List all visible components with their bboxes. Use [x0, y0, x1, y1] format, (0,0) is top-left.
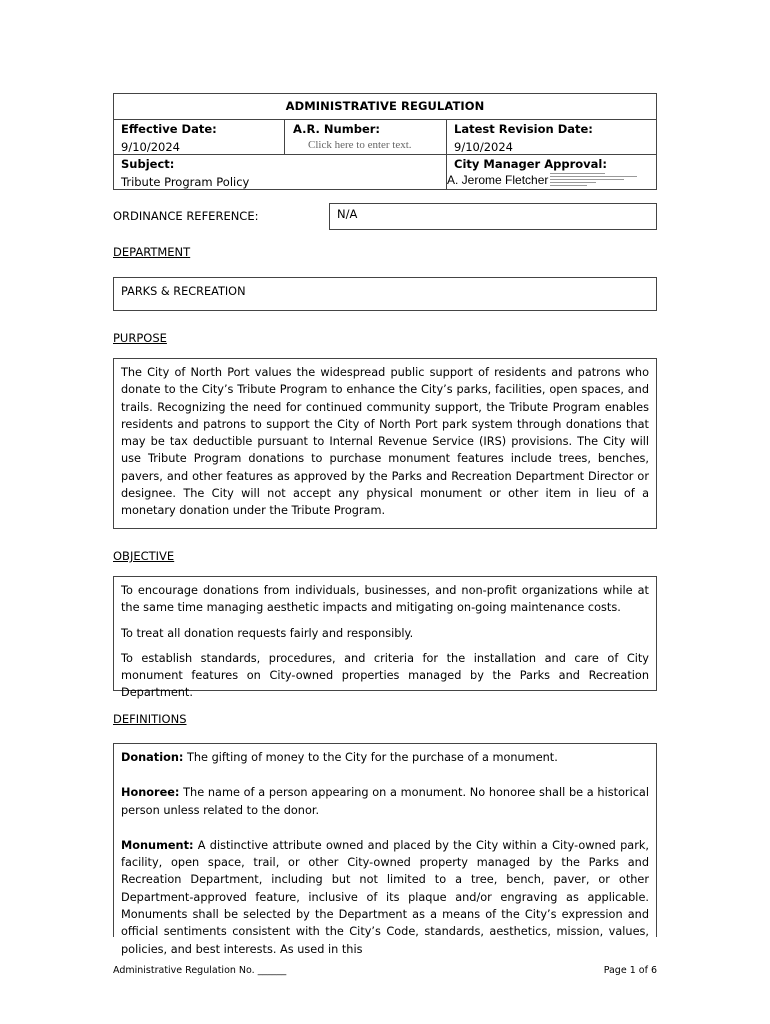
latest-revision-label: Latest Revision Date: [454, 122, 593, 136]
effective-date-label: Effective Date: [121, 122, 217, 136]
definition-term: Donation: [121, 751, 184, 764]
effective-date-value: 9/10/2024 [121, 140, 180, 154]
purpose-heading: PURPOSE [113, 331, 167, 345]
definition-term: Monument: [121, 838, 194, 852]
definition-item [121, 837, 649, 958]
department-box [113, 277, 657, 311]
department-heading: DEPARTMENT [113, 245, 191, 259]
definition-item [121, 784, 649, 819]
ordinance-reference-value: N/A [337, 207, 358, 221]
divider [114, 154, 656, 155]
approval-label: City Manager Approval: [454, 157, 607, 171]
objective-heading: OBJECTIVE [113, 549, 175, 563]
definition-text: The gifting of money to the City for the purchase of a monument. [187, 751, 558, 764]
approval-signature: A. Jerome Fletcher [447, 173, 549, 187]
definition-text: The name of a person appearing on a monument. No honoree shall be a historical person unless related to the donor. [121, 786, 649, 817]
ar-number-label: A.R. Number: [293, 122, 381, 136]
footer-regulation-number: Administrative Regulation No. ______ [113, 965, 287, 976]
definitions-box [113, 743, 657, 956]
ar-number-field[interactable]: Click here to enter text. [308, 139, 412, 151]
subject-value: Tribute Program Policy [121, 175, 250, 189]
subject-label: Subject: [121, 157, 175, 171]
definition-text: A distinctive attribute owned and placed by the City within a City-owned park, facility, open space, trail, or other City-owned property managed by the Parks and Recreation Department, including but not limited to a tree, bench, paver, or other Department-approved feature, inclusive of its plaque and/or engraving as applicable. Monuments shall be selected by the Department as a means of the City’s expression and official sentiments consistent with the City’s Code, standards, aesthetics, mission, values, policies, and best interests. As used in this [121, 838, 649, 956]
divider [114, 119, 656, 120]
digital-signature-stamp [550, 173, 642, 189]
definition-item [121, 749, 649, 766]
ordinance-reference-box [329, 203, 657, 230]
objective-item: To encourage donations from individuals, businesses, and non-profit organizations while at the same time managing aesthetic impacts and mitigating on-going maintenance costs. [121, 584, 649, 615]
department-value: PARKS & RECREATION [121, 285, 246, 298]
definition-term: Honoree: [121, 786, 180, 800]
divider [284, 119, 285, 154]
latest-revision-value: 9/10/2024 [454, 140, 513, 154]
regulation-header-table [113, 93, 657, 190]
purpose-text: The City of North Port values the widespread public support of residents and patrons who donate to the City’s Tribute Program to enhance the City’s parks, facilities, open spaces, and trails. Recognizing the need for continued community support, the Tribute Program enables residents and patrons to support the City of North Port park system through donations that may be tax deductible pursuant to Internal Revenue Service (IRS) provisions. The City will use Tribute Program donations to purchase monument features include trees, benches, pavers, and other features as approved by the Parks and Recreation Department Director or designee. The City will not accept any physical monument or other item in lieu of a monetary donation under the Tribute Program. [121, 366, 649, 518]
footer-page-number: Page 1 of 6 [603, 965, 657, 976]
definitions-heading: DEFINITIONS [113, 712, 187, 726]
objective-item: To treat all donation requests fairly and responsibly. [121, 626, 414, 640]
objective-box [113, 576, 657, 700]
header-title: ADMINISTRATIVE REGULATION [285, 99, 485, 113]
purpose-box [113, 358, 657, 529]
objective-item: To establish standards, procedures, and criteria for the installation and care of City monument features on City-owned properties managed by the Parks and Recreation Department. [121, 651, 649, 700]
ordinance-reference-label: ORDINANCE REFERENCE: [113, 209, 259, 223]
